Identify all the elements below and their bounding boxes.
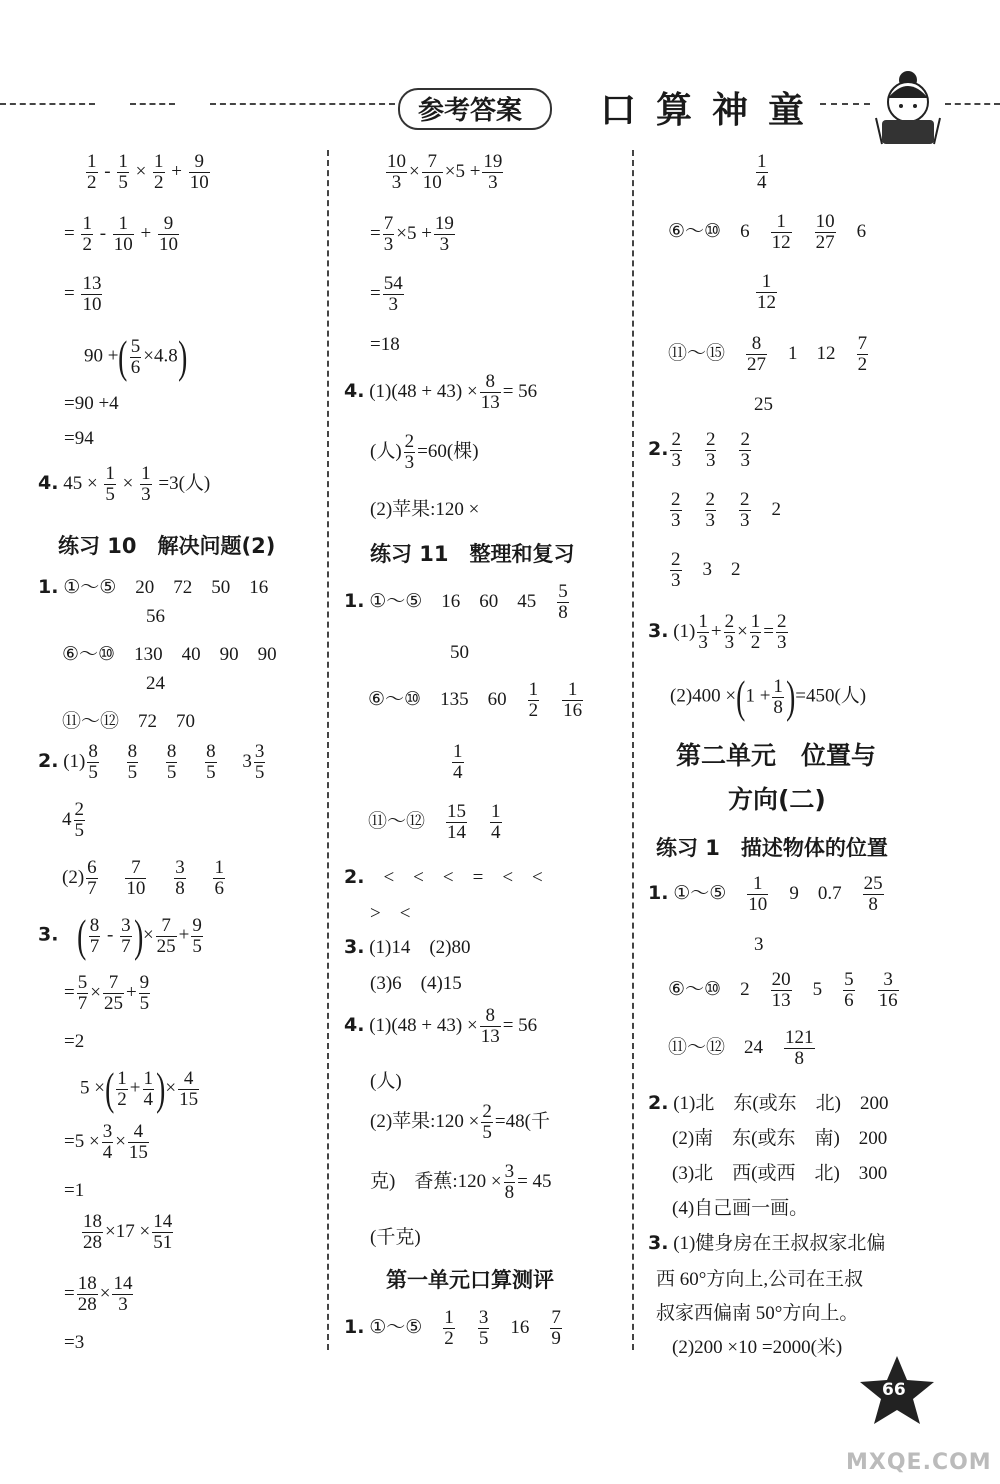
calc-line: = $\frac{54}{3}$ [370, 273, 403, 315]
answer-line: 3. (1)健身房在王叔叔家北偏 [648, 1232, 886, 1254]
calc-line: =1 [64, 1180, 85, 1201]
header-dash-left3 [210, 103, 395, 105]
answer-line: (3)北 西(或西 北) 300 [672, 1163, 888, 1184]
answer-line: (2)苹果:120 × $\frac{2}{5}$ =48(千 [370, 1101, 550, 1143]
column-divider-1 [327, 150, 329, 1350]
question-4: 4. (1)(48 + 43) × $\frac{8}{13}$ = 56 [344, 371, 538, 413]
question-3: 3. (1) $\frac{1}{3}$ + $\frac{2}{3}$ × $\frac{1}{2}$ = $\frac{2}{3}$ [648, 611, 787, 653]
header-dash-right2 [945, 103, 1000, 105]
header-dash-right [820, 103, 870, 105]
section-title: 练习 1 描述物体的位置 [656, 836, 888, 860]
answer-line: ⑪～⑫ $\frac{15}{14}$ $\frac{1}{4}$ [368, 801, 501, 843]
answer-line: 1. ①～⑤ $\frac{1}{10}$ 9 0.7 $\frac{25}{8}$ [648, 873, 883, 915]
calc-line: 90 +( $\frac{5}{6}$ ×4.8) [84, 331, 188, 382]
section-title: 第一单元口算测评 [386, 1268, 554, 1292]
answer-label: 参考答案 [418, 96, 523, 126]
answer-line: > < [370, 903, 411, 924]
answer-line: (2)南 东(或东 南) 200 [672, 1128, 888, 1149]
answer-line: ⑥～⑩ 135 60 $\frac{1}{2}$ $\frac{1}{16}$ [368, 679, 583, 721]
unit-title-line-1: 第二单元 位置与 [676, 741, 877, 770]
calc-line: $\frac{1}{2}$ - $\frac{1}{5}$ × $\frac{1}{2}$ + $\frac{9}{10}$ [87, 151, 209, 193]
answer-line: 1. ①～⑤ 20 72 50 16 [38, 576, 269, 598]
header-dash-left [0, 103, 95, 105]
answer-line: (人) [370, 1071, 402, 1092]
answer-line: (2) $\frac{6}{7}$ $\frac{7}{10}$ $\frac{3}{8}$ $\frac{1}{6}$ [62, 857, 224, 899]
brand-title [600, 82, 824, 133]
mascot-icon [868, 68, 952, 150]
answer-line: ⑪～⑮ $\frac{8}{27}$ 1 12 $\frac{7}{2}$ [668, 333, 868, 375]
question-3: 3. ( $\frac{8}{7}$ - $\frac{3}{7}$ )× $\frac{7}{25}$ + $\frac{9}{5}$ [38, 910, 202, 961]
question-2: 2. (1) $\frac{8}{5}$ $\frac{8}{5}$ $\frac{8}{5}$ $\frac{8}{5}$ 3 $\frac{3}{5}$ [38, 741, 265, 783]
answer-line: 1. ①～⑤ 16 60 45 $\frac{5}{8}$ [344, 581, 568, 623]
section-title: 练习 10 解决问题(2) [58, 534, 276, 558]
answer-line: $\frac{1}{4}$ [757, 151, 767, 193]
brand-char: 口 [600, 90, 657, 131]
answer-line: 叔家西偏南 50°方向上。 [656, 1303, 859, 1324]
answer-line: 3 [754, 934, 764, 955]
section-title: 练习 11 整理和复习 [370, 542, 575, 566]
calc-line: =90 +4 [64, 393, 119, 414]
answer-line: $\frac{2}{3}$ 3 2 [671, 549, 741, 591]
answer-line: ⑥～⑩ 2 $\frac{20}{13}$ 5 $\frac{5}{6}$ $\frac{3}{16}$ [668, 969, 898, 1011]
watermark: MXQE.COM [846, 1450, 992, 1475]
answer-line: 1. ①～⑤ $\frac{1}{2}$ $\frac{3}{5}$ 16 $\frac{7}{9}$ [344, 1307, 561, 1349]
answer-line: (2)400 ×(1 + $\frac{1}{8}$ )=450(人) [670, 671, 867, 722]
column-divider-2 [632, 150, 634, 1350]
calc-line: = $\frac{13}{10}$ [64, 273, 102, 315]
answer-line: 4 $\frac{2}{5}$ [62, 799, 84, 841]
calc-line: $\frac{10}{3}$ × $\frac{7}{10}$ ×5 + $\frac{19}{3}$ [387, 151, 503, 193]
answer-line: $\frac{2}{3}$ $\frac{2}{3}$ $\frac{2}{3}$ 2 [671, 489, 782, 531]
answer-line: ⑥～⑩ 130 40 90 90 [62, 644, 277, 665]
answer-line: 2. (1)北 东(或东 北) 200 [648, 1092, 889, 1114]
answer-line: ⑪～⑫ 72 70 [62, 711, 196, 732]
brand-char: 神 [712, 90, 769, 131]
calc-line: =94 [64, 428, 94, 449]
answer-line: (2)200 ×10 =2000(米) [672, 1337, 843, 1358]
answer-line: 3. (1)14 (2)80 [344, 936, 471, 958]
calc-line: = $\frac{1}{2}$ - $\frac{1}{10}$ + $\frac{9}{10}$ [64, 213, 179, 255]
answer-line: $\frac{1}{12}$ [757, 271, 776, 313]
answer-line: (人) $\frac{2}{3}$ =60(棵) [370, 431, 479, 473]
answer-line: ⑥～⑩ 6 $\frac{1}{12}$ $\frac{10}{27}$ 6 [668, 211, 867, 253]
page-number: 66 [882, 1380, 906, 1400]
calc-line: = $\frac{7}{3}$ ×5 + $\frac{19}{3}$ [370, 213, 454, 255]
brand-char: 童 [768, 90, 825, 131]
calc-line: $\frac{18}{28}$ ×17 × $\frac{14}{51}$ [83, 1211, 173, 1253]
answer-line: (千克) [370, 1227, 421, 1248]
calc-line: =18 [370, 334, 400, 355]
calc-line: = $\frac{5}{7}$ × $\frac{7}{25}$ + $\frac{9}{5}$ [64, 972, 150, 1014]
calc-line: =5 × $\frac{3}{4}$ × $\frac{4}{15}$ [64, 1121, 148, 1163]
question-2: 2. $\frac{2}{3}$ $\frac{2}{3}$ $\frac{2}{3}$ [648, 429, 750, 471]
question-4: 4. (1)(48 + 43) × $\frac{8}{13}$ = 56 [344, 1005, 538, 1047]
answer-line: 2. < < < = < < [344, 866, 543, 888]
calc-line: = $\frac{18}{28}$ × $\frac{14}{3}$ [64, 1273, 133, 1315]
brand-char: 算 [656, 90, 713, 131]
header-dash-left2 [130, 103, 175, 105]
answer-line: 56 [146, 606, 165, 627]
question-4: 4. 45 × $\frac{1}{5}$ × $\frac{1}{3}$ =3(人) [38, 463, 211, 505]
answer-line: 西 60°方向上,公司在王叔 [656, 1269, 864, 1290]
answer-line: 25 [754, 394, 773, 415]
answer-line: (4)自己画一画。 [672, 1198, 809, 1219]
answer-line: 克) 香蕉:120 × $\frac{3}{8}$ = 45 [370, 1161, 552, 1203]
answer-line: (2)苹果:120 × [370, 499, 480, 520]
unit-title-line-2: 方向(二) [728, 785, 826, 814]
answer-line: (3)6 (4)15 [370, 973, 462, 994]
calc-line: =3 [64, 1332, 85, 1353]
answer-line: ⑪～⑫ 24 $\frac{121}{8}$ [668, 1027, 814, 1069]
calc-line: =2 [64, 1031, 85, 1052]
calc-line: 5 ×( $\frac{1}{2}$ + $\frac{1}{4}$ )× $\frac{4}{15}$ [80, 1063, 199, 1114]
answer-line: 50 [450, 642, 469, 663]
answer-line: 24 [146, 673, 165, 694]
answer-line: $\frac{1}{4}$ [453, 741, 463, 783]
